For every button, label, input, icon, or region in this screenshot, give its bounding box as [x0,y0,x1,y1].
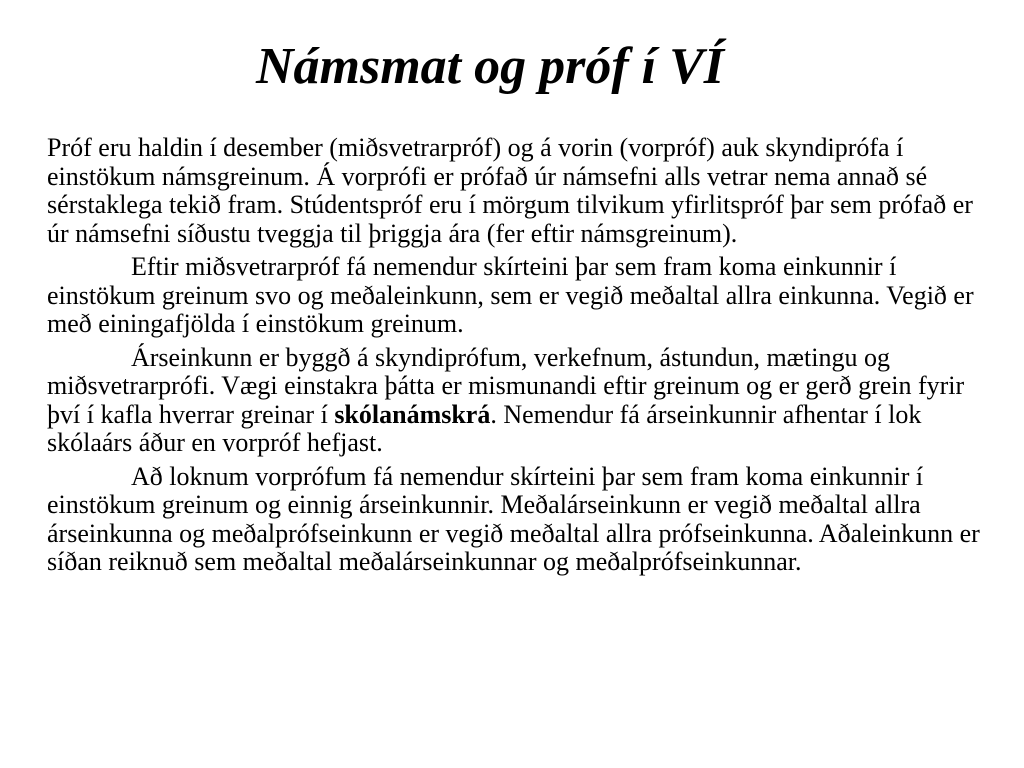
paragraph-exams: Próf eru haldin í desember (miðsvetrarpróf) og á vorin (vorpróf) auk skyndiprófa í einstökum námsgreinum. Á vorprófi er prófað úr námsefni alls vetrar nema annað sé sérstaklega tekið fram. Stúdentspróf eru í mörgum tilvikum yfirlitspróf þar sem prófað er úr námsefni síðustu tveggja til þriggja ára (fer eftir námsgreinum). [47,133,973,248]
paragraph-midterm-certificate: Eftir miðsvetrarpróf fá nemendur skírteini þar sem fram koma einkunnir í einstökum greinum svo og meðaleinkunn, sem er vegið meðaltal allra einkunna. Vegið er með einingafjölda í einstökum greinum. [47,252,974,338]
year-grade-text-end: . Nemendur fá árseinkunnir afhentar í lok skólaárs áður en vorpróf hefjast. [47,399,922,457]
curriculum-term: skólanámskrá [334,399,491,429]
slide-body [47,134,992,582]
year-grade-text: Árseinkunn er byggð á skyndiprófum, verkefnum, ástundun, mætingu og miðsvetrarprófi. Vægi einstakra þátta er mismunandi eftir greinum og er gerð grein fyrir því í kafla hverrar greinar í [47,342,965,429]
paragraph-final-grade: Að loknum vorprófum fá nemendur skírteini þar sem fram koma einkunnir í einstökum greinum og einnig árseinkunnir. Meðalárseinkunn er vegið meðaltal allra árseinkunna og meðalprófseinkunn er vegið meðaltal allra prófseinkunna. Aðaleinkunn er síðan reiknuð sem meðaltal meðalárseinkunnar og meðalprófseinkunnar. [47,461,980,576]
paragraph-year-grade [47,344,992,458]
slide-title: Námsmat og próf í VÍ [255,38,725,95]
